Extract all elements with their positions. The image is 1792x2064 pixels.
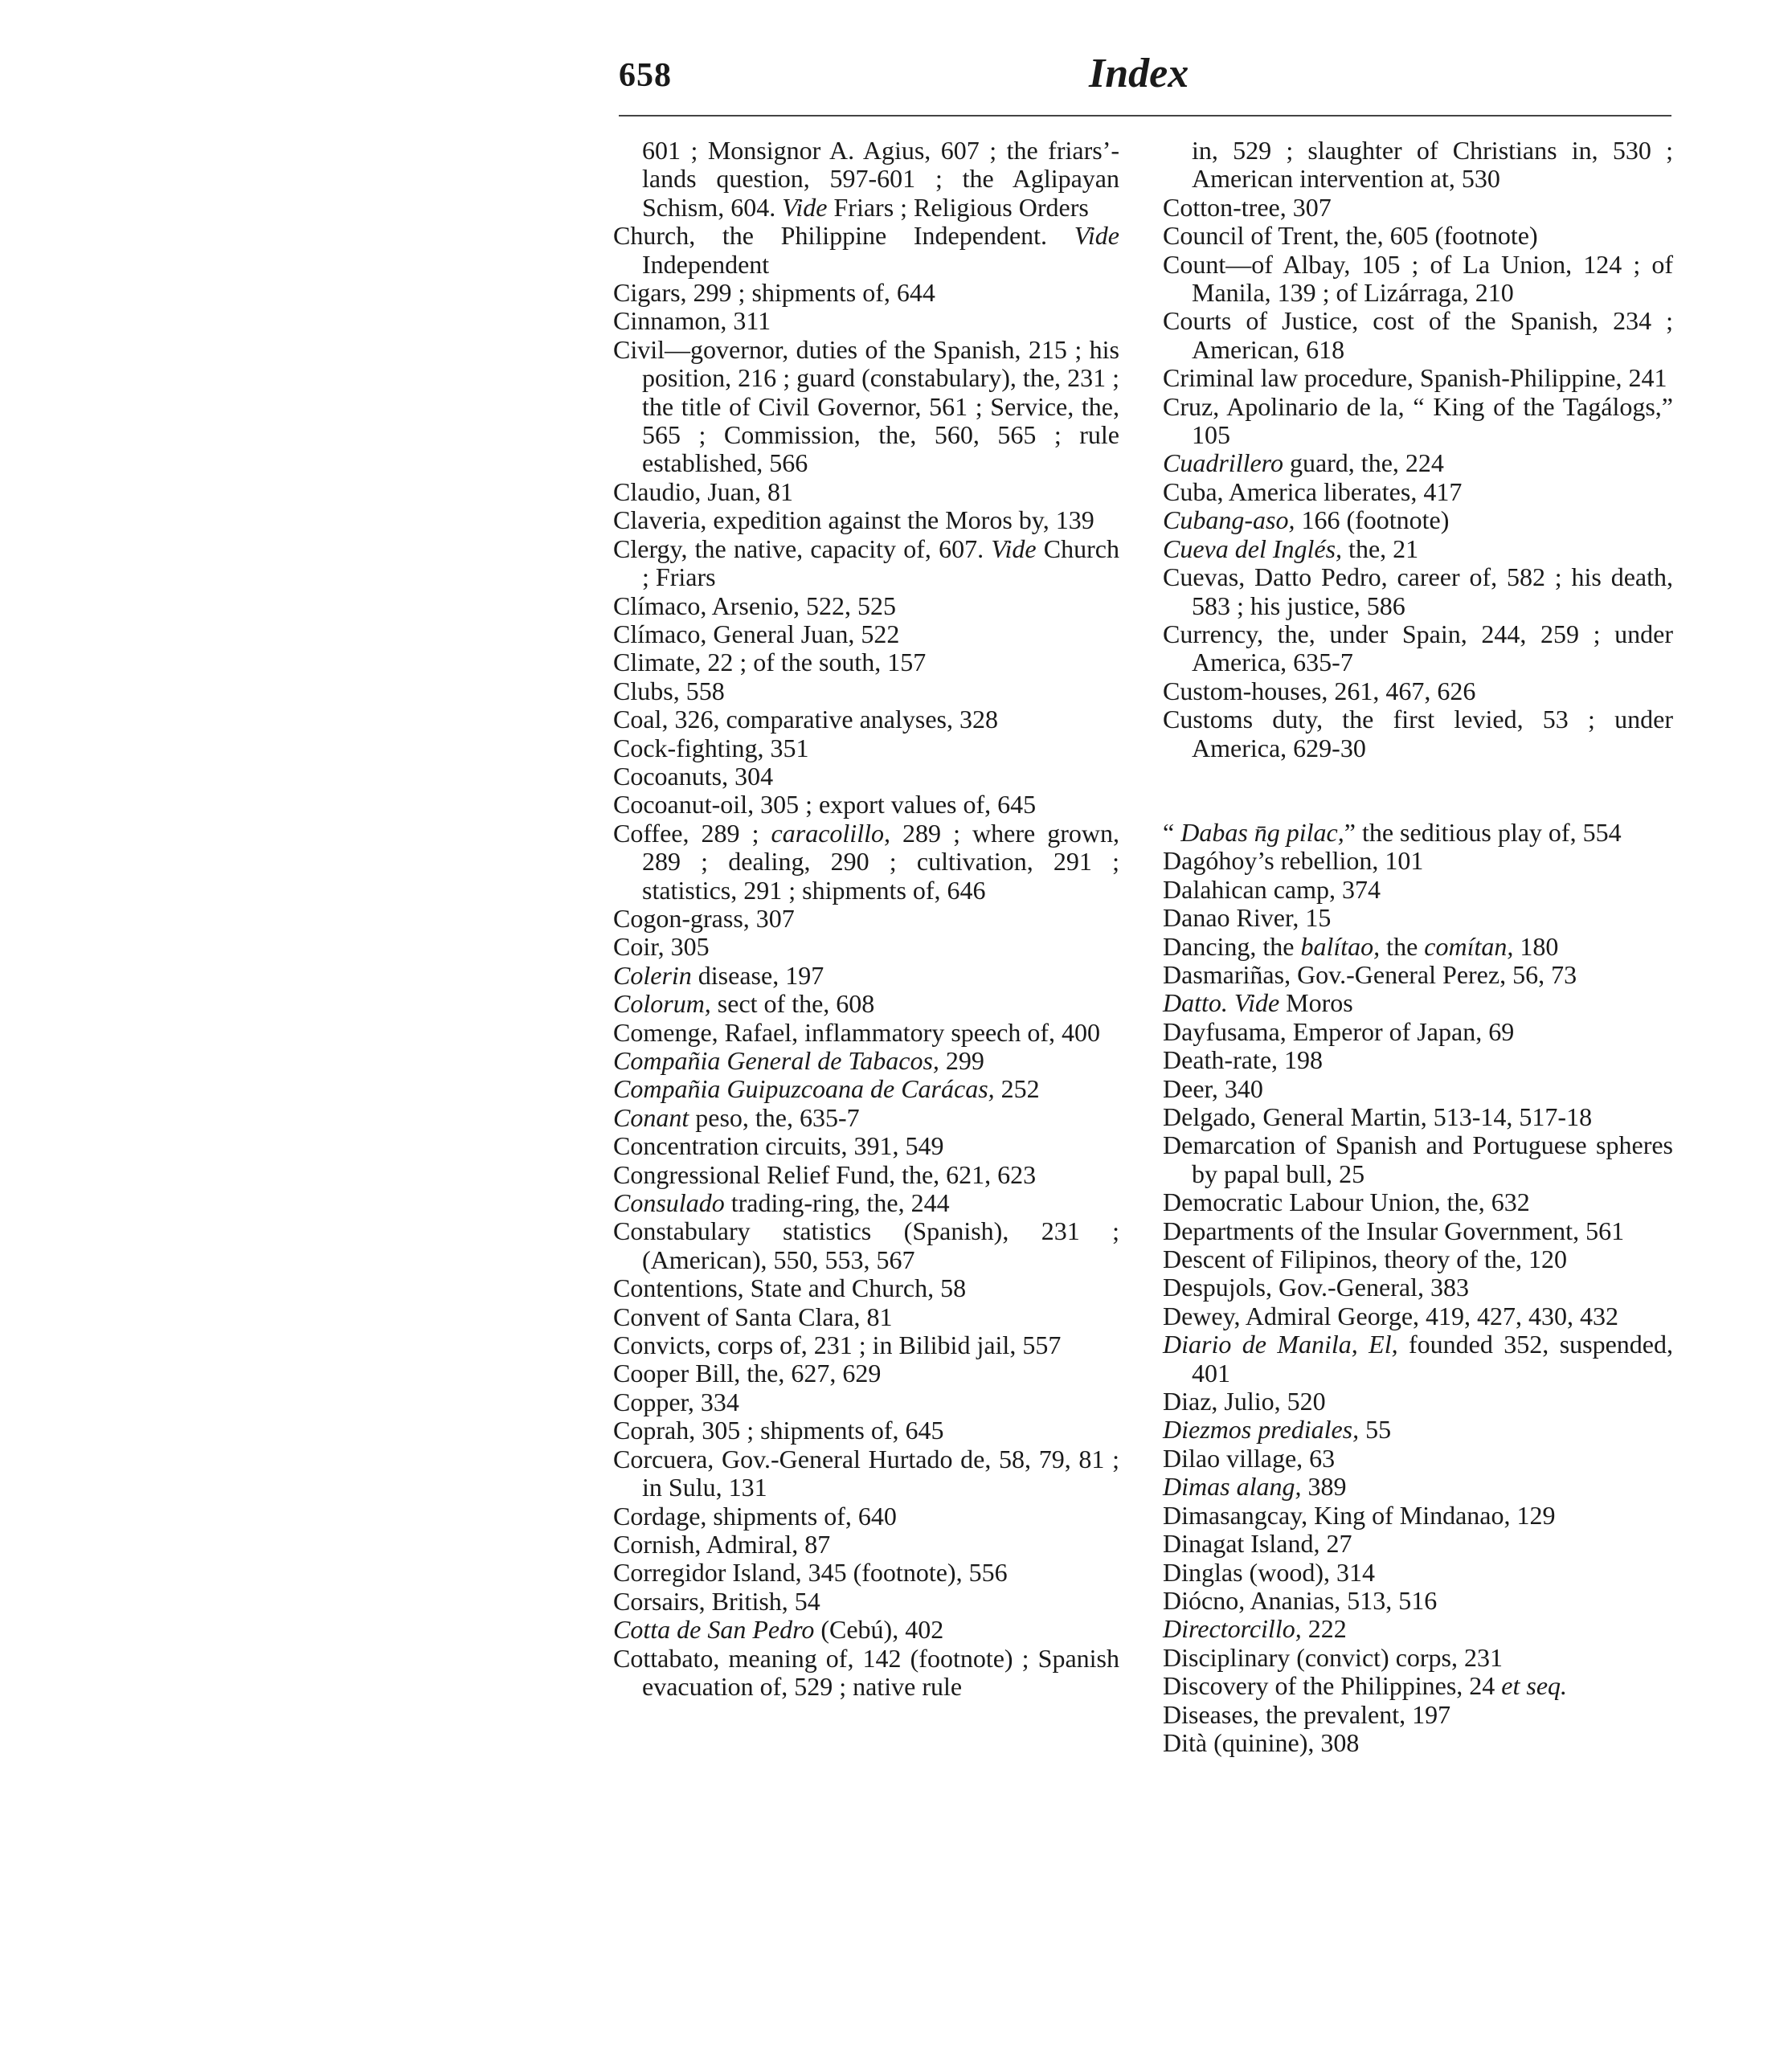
- index-entry: Cooper Bill, the, 627, 629: [613, 1359, 882, 1388]
- index-entry: Danao River, 15: [1163, 903, 1332, 933]
- index-entry: Cocoanut-oil, 305 ; export values of, 645: [613, 790, 1037, 819]
- index-entry: Conant peso, the, 635-7: [613, 1102, 860, 1132]
- index-entry: Contentions, State and Church, 58: [613, 1273, 967, 1303]
- index-entry: Compañia Guipuzcoana de Carácas, 252: [613, 1074, 1040, 1104]
- index-entry: Consulado trading-ring, the, 244: [613, 1188, 950, 1218]
- index-entry: Coir, 305: [613, 932, 710, 962]
- index-entry: Death-rate, 198: [1163, 1045, 1324, 1075]
- header-rule: [619, 115, 1671, 116]
- index-entry: Cuevas, Datto Pedro, career of, 582 ; his death, 583 ; his justice, 586: [1163, 562, 1673, 620]
- page-header: [619, 50, 1671, 114]
- index-entry-continuation: 601 ; Monsignor A. Agius, 607 ; the friars’-lands question, 597-601 ; the Aglipayan Schism, 604. Vide Friars ; Religious Orders: [642, 136, 1119, 222]
- index-entry: Diseases, the prevalent, 197: [1163, 1699, 1451, 1729]
- index-entry: Cotta de San Pedro (Cebú), 402: [613, 1615, 944, 1645]
- index-entry: Clergy, the native, capacity of, 607. Vide Church ; Friars: [613, 533, 1120, 592]
- index-entry: Dimasangcay, King of Mindanao, 129: [1163, 1500, 1556, 1530]
- index-entry-continuation: in, 529 ; slaughter of Christians in, 530 ; American intervention at, 530: [1192, 136, 1673, 194]
- index-entry: Clímaco, Arsenio, 522, 525: [613, 591, 896, 620]
- index-entry: Clímaco, General Juan, 522: [613, 619, 900, 648]
- index-entry: Corsairs, British, 54: [613, 1586, 820, 1616]
- index-entry: Discovery of the Philippines, 24 et seq.: [1163, 1671, 1568, 1701]
- index-entry: Claveria, expedition against the Moros by, 139: [613, 505, 1094, 535]
- index-entry: Comenge, Rafael, inflammatory speech of, 400: [613, 1017, 1101, 1047]
- running-title: Index: [1089, 51, 1189, 96]
- index-column-left: [613, 137, 1119, 1701]
- index-entry: Dinagat Island, 27: [1163, 1529, 1352, 1559]
- index-entry: “ Dabas n̄g pilac,” the seditious play of, 554: [1163, 817, 1622, 847]
- index-entry: Cubang-aso, 166 (footnote): [1163, 505, 1450, 535]
- index-entry: Dagóhoy’s rebellion, 101: [1163, 846, 1424, 876]
- index-entry: Copper, 334: [613, 1387, 739, 1416]
- index-entry: Constabulary statistics (Spanish), 231 ; (American), 550, 553, 567: [613, 1216, 1119, 1274]
- index-entry: Concentration circuits, 391, 549: [613, 1131, 944, 1161]
- index-entry: Demarcation of Spanish and Portuguese spheres by papal bull, 25: [1163, 1130, 1673, 1188]
- index-entry: Convicts, corps of, 231 ; in Bilibid jail, 557: [613, 1330, 1062, 1360]
- index-entry: Coprah, 305 ; shipments of, 645: [613, 1416, 944, 1445]
- index-entry: Dità (quinine), 308: [1163, 1727, 1360, 1757]
- index-entry: Cogon-grass, 307: [613, 903, 795, 933]
- index-entry: Compañia General de Tabacos, 299: [613, 1046, 984, 1075]
- index-entry: Cuadrillero guard, the, 224: [1163, 448, 1444, 478]
- index-entry: Cotton-tree, 307: [1163, 192, 1332, 222]
- index-entry: Dalahican camp, 374: [1163, 874, 1381, 904]
- index-entry: Cuba, America liberates, 417: [1163, 476, 1463, 506]
- index-entry: Count—of Albay, 105 ; of La Union, 124 ; of Manila, 139 ; of Lizárraga, 210: [1163, 249, 1673, 308]
- index-entry: Cocoanuts, 304: [613, 761, 774, 791]
- index-entry: Dimas alang, 389: [1163, 1472, 1347, 1502]
- index-entry: Dancing, the balítao, the comítan, 180: [1163, 931, 1559, 961]
- index-entry: Diaz, Julio, 520: [1163, 1387, 1326, 1416]
- index-entry: Cueva del Inglés, the, 21: [1163, 533, 1419, 563]
- section-gap: [1163, 762, 1673, 819]
- index-entry: Diario de Manila, El, founded 352, suspended, 401: [1163, 1330, 1674, 1388]
- index-entry: Dayfusama, Emperor of Japan, 69: [1163, 1016, 1515, 1046]
- index-entry: Courts of Justice, cost of the Spanish, 234 ; American, 618: [1163, 306, 1673, 364]
- index-entry: Cruz, Apolinario de la, “ King of the Tagálogs,” 105: [1163, 391, 1673, 450]
- index-entry: Despujols, Gov.-General, 383: [1163, 1273, 1469, 1302]
- index-entry: Directorcillo, 222: [1163, 1614, 1347, 1644]
- index-entry: Congressional Relief Fund, the, 621, 623: [613, 1159, 1037, 1189]
- index-entry: Descent of Filipinos, theory of the, 120: [1163, 1245, 1568, 1274]
- index-column-right: [1163, 137, 1673, 1757]
- index-entry: Cigars, 299 ; shipments of, 644: [613, 278, 935, 308]
- index-entry: Climate, 22 ; of the south, 157: [613, 648, 927, 677]
- index-entry: Cinnamon, 311: [613, 306, 771, 336]
- index-entry: Cock-fighting, 351: [613, 733, 809, 762]
- page-number: 658: [619, 57, 672, 94]
- index-entry: Coal, 326, comparative analyses, 328: [613, 705, 998, 734]
- index-entry: Cordage, shipments of, 640: [613, 1501, 897, 1531]
- index-entry: Dewey, Admiral George, 419, 427, 430, 432: [1163, 1301, 1619, 1330]
- index-entry: Coffee, 289 ; caracolillo, 289 ; where grown, 289 ; dealing, 290 ; cultivation, 291 ; statistics, 291 ; shipments of, 646: [613, 818, 1120, 905]
- index-entry: Delgado, General Martin, 513-14, 517-18: [1163, 1102, 1593, 1131]
- index-entry: Corcuera, Gov.-General Hurtado de, 58, 79, 81 ; in Sulu, 131: [613, 1444, 1119, 1502]
- index-entry: Corregidor Island, 345 (footnote), 556: [613, 1558, 1008, 1588]
- index-entry: Diócno, Ananias, 513, 516: [1163, 1585, 1438, 1615]
- index-entry: Dasmariñas, Gov.-General Perez, 56, 73: [1163, 959, 1577, 989]
- index-entry: Diezmos prediales, 55: [1163, 1415, 1392, 1445]
- index-entry: Datto. Vide Moros: [1163, 988, 1353, 1018]
- index-entry: Colerin disease, 197: [613, 960, 824, 990]
- index-entry: Civil—governor, duties of the Spanish, 215 ; his position, 216 ; guard (constabulary), the, 231 ; the title of Civil Governor, 561 ; Service, the, 565 ; Commission, the, 560, 565 ; rule established, 566: [613, 334, 1119, 478]
- index-entry: Criminal law procedure, Spanish-Philippine, 241: [1163, 363, 1667, 393]
- index-entry: Customs duty, the first levied, 53 ; under America, 629-30: [1163, 705, 1673, 762]
- index-entry: Council of Trent, the, 605 (footnote): [1163, 221, 1538, 251]
- index-entry: Dinglas (wood), 314: [1163, 1557, 1375, 1587]
- index-entry: Cottabato, meaning of, 142 (footnote) ; Spanish evacuation of, 529 ; native rule: [613, 1643, 1119, 1701]
- index-entry: Convent of Santa Clara, 81: [613, 1302, 893, 1331]
- index-entry: Church, the Philippine Independent. Vide Independent: [613, 221, 1119, 279]
- index-entry: Clubs, 558: [613, 676, 725, 705]
- index-entry: Claudio, Juan, 81: [613, 476, 793, 506]
- index-entry: Deer, 340: [1163, 1073, 1263, 1103]
- index-entry: Cornish, Admiral, 87: [613, 1529, 831, 1559]
- index-entry: Democratic Labour Union, the, 632: [1163, 1187, 1530, 1217]
- index-entry: Currency, the, under Spain, 244, 259 ; under America, 635-7: [1163, 619, 1673, 677]
- index-entry: Custom-houses, 261, 467, 626: [1163, 676, 1476, 705]
- index-entry: Departments of the Insular Government, 561: [1163, 1216, 1625, 1245]
- index-entry: Dilao village, 63: [1163, 1443, 1336, 1473]
- index-entry: Disciplinary (convict) corps, 231: [1163, 1642, 1503, 1672]
- index-entry: Colorum, sect of the, 608: [613, 989, 875, 1019]
